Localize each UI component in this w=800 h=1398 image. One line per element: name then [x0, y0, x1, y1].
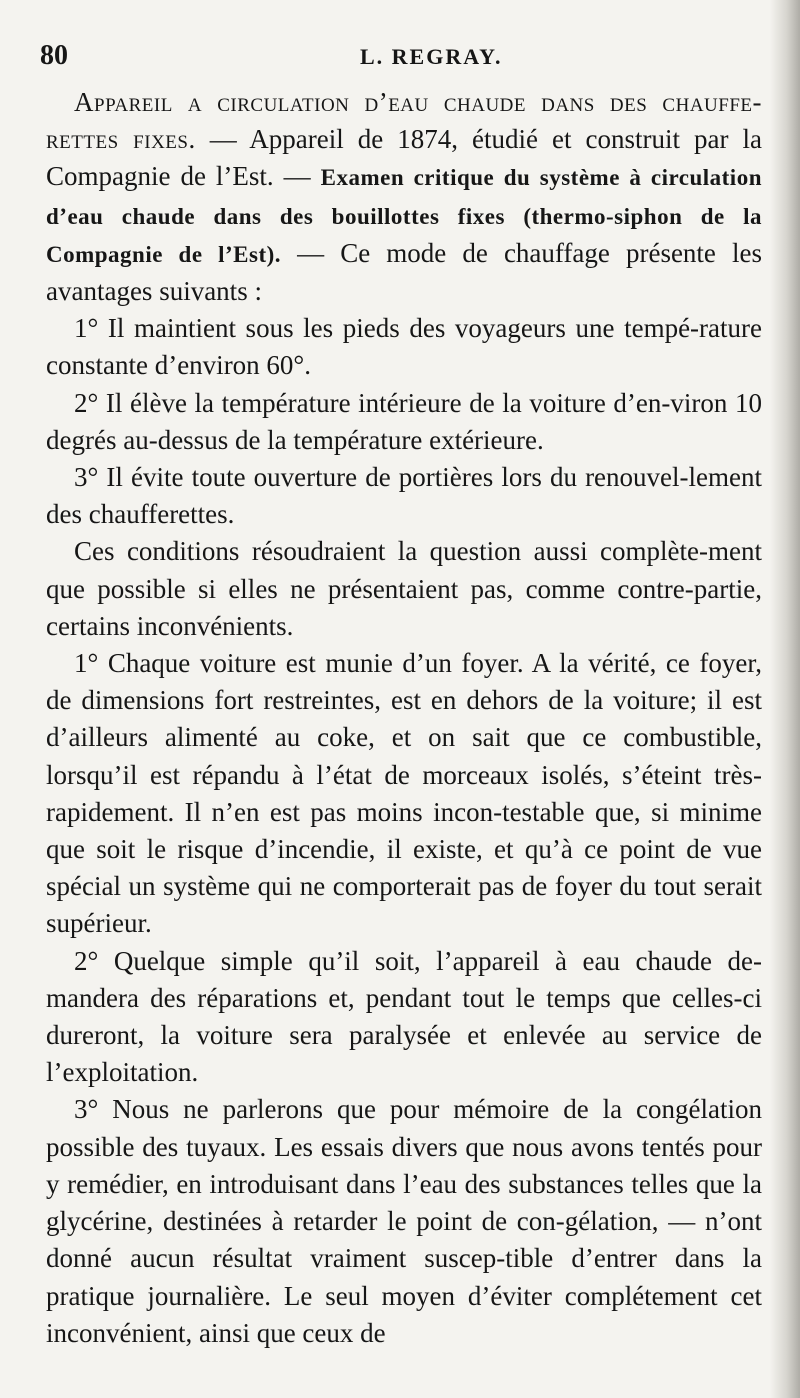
section-title: Appareil a circulation d’eau chaude dans des chauffe-rettes fixes. [46, 87, 762, 155]
intro-text-a: — Appareil de 1874, étudié et construit par la Compagnie de l’Est. — [46, 124, 763, 192]
paragraph-inconvenient-1: 1° Chaque voiture est munie d’un foyer. A la vérité, ce foyer, de dimensions fort restreintes, est en dehors de la voiture; il est d’ailleurs alimenté au coke, et on sait que ce combustible, lorsqu’il est répandu à l’état de morceaux isolés, s’éteint très-rapidement. Il n’en est pas moins incon-testable que, si minime que soit le risque d’incendie, il existe, et qu’à ce point de vue spécial un système qui ne comporterait pas de foyer du tout serait supérieur. [46, 648, 762, 939]
paragraph-conditions: Ces conditions résoudraient la question aussi complète-ment que possible si elles ne présentaient pas, comme contre-partie, certains inconvénients. [46, 536, 762, 641]
body-text [46, 84, 762, 1352]
intro-text-b: — Ce mode de chauffage présente les avantages suivants : [46, 237, 762, 307]
page-number: 80 [40, 40, 68, 71]
paragraph-inconvenient-2: 2° Quelque simple qu’il soit, l’appareil à eau chaude de-mandera des réparations et, pendant tout le temps que celles-ci dureront, la voiture sera paralysée et enlevée au service de l’exploitation. [46, 945, 762, 1088]
paragraph-intro [46, 84, 762, 310]
page-edge-shadow [770, 0, 800, 1398]
paragraph-advantage-1: 1° Il maintient sous les pieds des voyageurs une tempé-rature constante d’environ 60°. [46, 313, 762, 381]
bold-phrase: Examen critique du système à circulation d’eau chaude dans des bouillottes fixes (thermo-siphon de la Compagnie de l’Est). [46, 165, 762, 267]
paragraph-inconvenient-3: 3° Nous ne parlerons que pour mémoire de la congélation possible des tuyaux. Les essais divers que nous avons tentés pour y remédier, en introduisant dans l’eau des substances telles que la glycérine, destinées à retarder le point de con-gélation, — n’ont donné aucun résultat vraiment suscep-tible d’entrer dans la pratique journalière. Le seul moyen d’éviter complétement cet inconvénient, ainsi que ceux de [46, 1094, 762, 1348]
running-head: L. REGRAY. [360, 44, 503, 69]
paragraph-advantage-2: 2° Il élève la température intérieure de la voiture d’en-viron 10 degrés au-dessus de la température extérieure. [46, 387, 762, 455]
page-header [40, 40, 760, 80]
paragraph-advantage-3: 3° Il évite toute ouverture de portières lors du renouvel-lement des chaufferettes. [46, 462, 762, 530]
